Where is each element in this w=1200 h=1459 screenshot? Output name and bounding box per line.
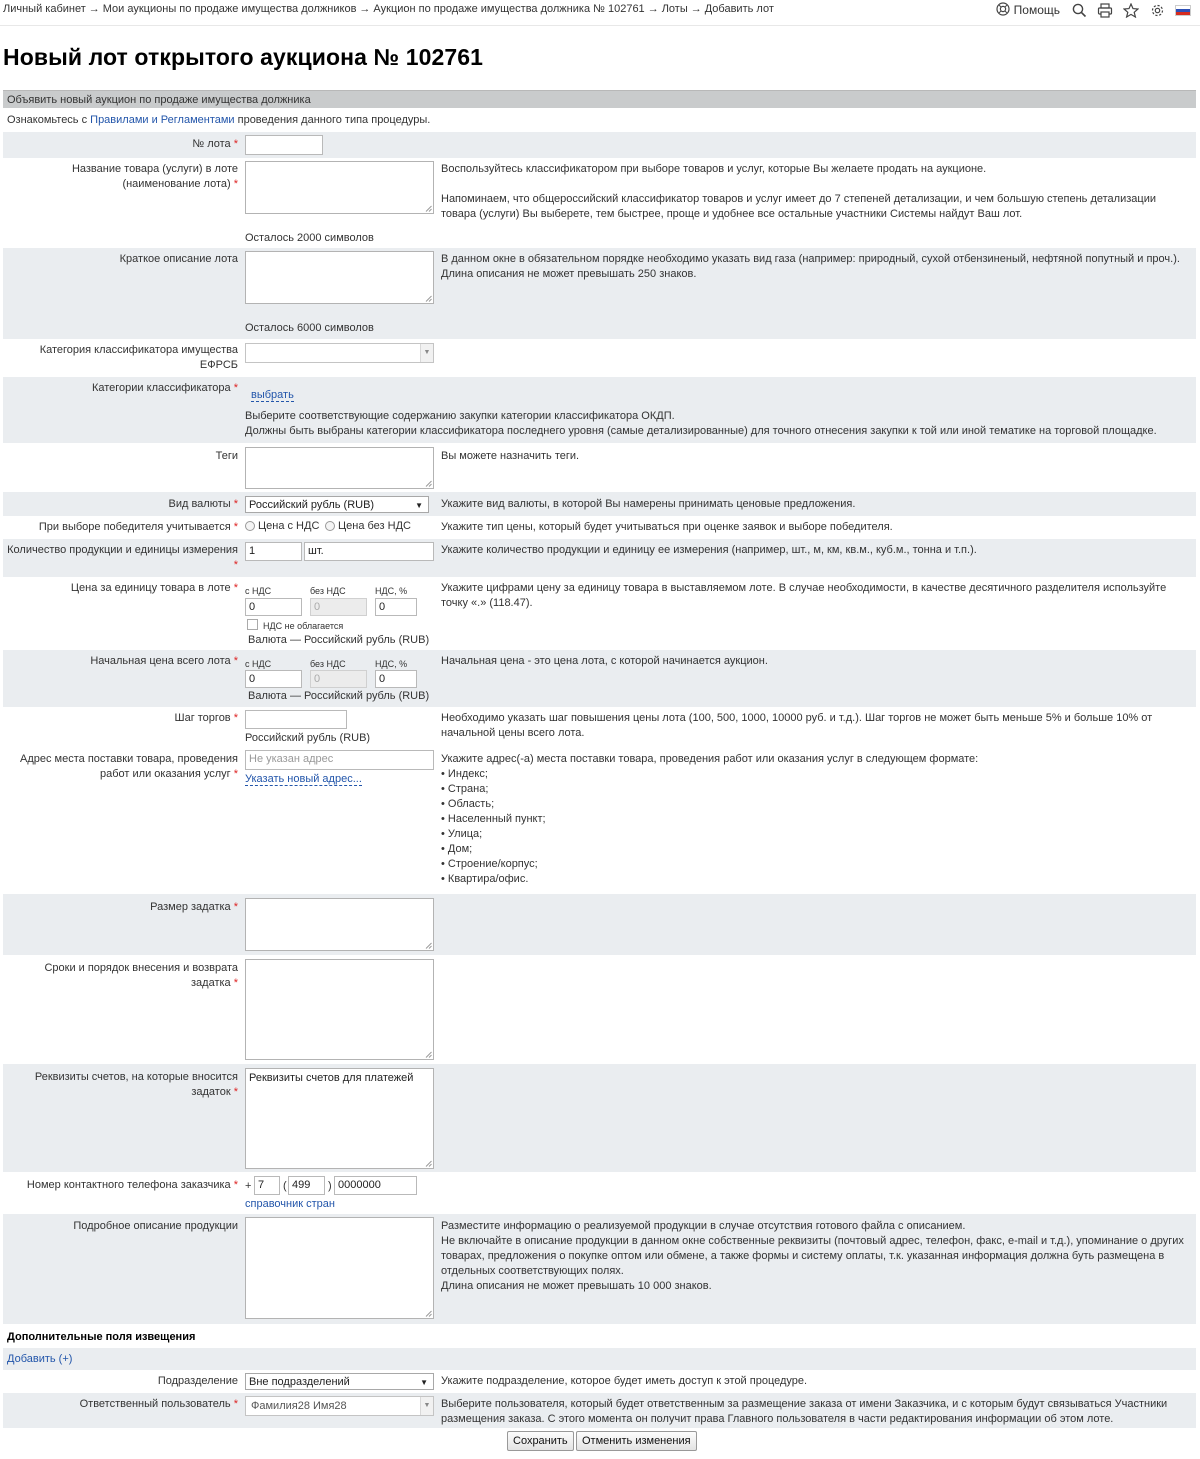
classifier-label-text: Категории классификатора — [91, 382, 231, 394]
unit-price-vat-pct-input[interactable]: 0 — [375, 598, 417, 616]
unit-price-hint: Укажите цифрами цену за единицу товара в выставляемом лоте. В случае необходимости, в качестве десятичного разделителя используйте точку «.» (118.47). — [441, 582, 1167, 609]
required-mark: * — [233, 768, 238, 780]
radio-price-without-vat[interactable] — [325, 520, 411, 532]
classifier-note-1: Выберите соответствующие содержанию закупки категории классификатора ОКДП. — [245, 410, 675, 422]
start-price-label-text: Начальная цена всего лота — [90, 655, 231, 667]
help-button[interactable] — [996, 2, 1060, 19]
unit-price-col-vat: с НДС — [245, 586, 272, 596]
row-currency — [3, 492, 1196, 516]
radio-with-vat-label: Цена с НДС — [258, 520, 320, 532]
deposit-accounts-value: Реквизиты счетов для платежей — [249, 1072, 414, 1084]
help-icon — [996, 2, 1010, 19]
lot-number-label-text: № лота — [192, 138, 231, 150]
unit-input[interactable]: шт. — [304, 542, 434, 561]
required-mark: * — [233, 559, 238, 571]
detailed-hint-1: Разместите информацию о реализуемой продукции в случае отсутствия готового файла с описанием. — [441, 1220, 966, 1232]
row-actions — [3, 1428, 1196, 1454]
deposit-terms-textarea[interactable] — [245, 959, 434, 1060]
winner-price-hint: Укажите тип цены, который будет учитываться при оценке заявок и выборе победителя. — [441, 521, 893, 533]
row-division — [3, 1370, 1196, 1393]
row-start-price — [3, 650, 1196, 707]
chevron-down-icon: ▼ — [420, 1378, 428, 1387]
detailed-textarea[interactable] — [245, 1217, 434, 1319]
row-step — [3, 707, 1196, 748]
print-icon[interactable] — [1092, 1, 1118, 19]
short-desc-hint: В данном окне в обязательном порядке необходимо указать вид газа (например: природный, сухой отбензиненый, нефтяной попутный и проч.). Длина описания не может превышать 250 знаков. — [441, 253, 1180, 280]
help-label: Помощь — [1013, 3, 1060, 17]
phone-label — [3, 1178, 238, 1193]
row-phone — [3, 1172, 1196, 1214]
unit-price-label-text: Цена за единицу товара в лоте — [70, 582, 231, 594]
currency-hint: Укажите вид валюты, в которой Вы намерены принимать ценовые предложения. — [441, 498, 856, 510]
section-header: Объявить новый аукцион по продаже имущества должника — [3, 90, 1196, 108]
rules-intro — [3, 108, 1196, 132]
phone-number-input[interactable]: 0000000 — [334, 1176, 417, 1195]
address-item: • Строение/корпус; — [441, 858, 538, 870]
start-price-hint: Начальная цена - это цена лота, с которой начинается аукцион. — [441, 655, 768, 667]
star-icon[interactable] — [1118, 1, 1144, 19]
deposit-accounts-label — [3, 1070, 238, 1100]
top-bar — [0, 0, 1200, 26]
chevron-down-icon: ▼ — [415, 501, 423, 510]
short-desc-label: Краткое описание лота — [119, 253, 238, 265]
row-extra-title — [3, 1324, 1196, 1348]
address-item: • Область; — [441, 798, 495, 810]
address-item: • Индекс; — [441, 768, 488, 780]
lot-number-input[interactable] — [245, 135, 323, 155]
short-desc-textarea[interactable] — [245, 251, 434, 304]
detailed-label: Подробное описание продукции — [73, 1220, 238, 1232]
detailed-hint — [441, 1219, 1193, 1294]
step-label — [3, 711, 238, 726]
new-address-link[interactable] — [245, 772, 362, 786]
division-label: Подразделение — [157, 1375, 238, 1387]
rules-intro-after: проведения данного типа процедуры. — [234, 114, 431, 126]
breadcrumb-lots[interactable]: Лоты — [661, 3, 688, 15]
deposit-terms-label — [3, 961, 238, 991]
lot-name-hint-2: Напоминаем, что общероссийский классификатор товаров и услуг имеет до 7 степеней детализации, и чем большую степень детализации товара (услуги) Вы выберете, тем быстрее, проще и удобнее все остальные участники Системы найдут Ваш лот. — [441, 193, 1156, 220]
start-price-without-vat-input: 0 — [310, 670, 367, 688]
breadcrumb-current: Добавить лот — [704, 3, 774, 15]
breadcrumb-separator: → — [359, 3, 371, 15]
responsible-select[interactable] — [245, 1396, 434, 1416]
lot-name-label-text: Название товара (услуги) в лоте (наименование лота) — [71, 163, 238, 190]
responsible-label-text: Ответственный пользователь — [79, 1398, 231, 1410]
division-select-value: Вне подразделений — [249, 1376, 350, 1388]
lot-number-label — [3, 137, 238, 152]
start-price-col-novat: без НДС — [310, 659, 346, 669]
row-lot-name — [3, 158, 1196, 248]
gear-icon[interactable] — [1144, 1, 1170, 19]
extra-add-link[interactable] — [7, 1352, 72, 1366]
breadcrumb — [3, 3, 774, 15]
responsible-select-value: Фамилия28 Имя28 — [251, 1400, 347, 1412]
currency-label — [3, 497, 238, 512]
address-item: • Населенный пункт; — [441, 813, 546, 825]
currency-select[interactable] — [245, 496, 429, 513]
row-short-desc — [3, 248, 1196, 339]
unit-price-label — [3, 581, 238, 596]
chevron-down-icon[interactable]: ▼ — [420, 1397, 433, 1415]
short-desc-remaining: Осталось 6000 символов — [245, 322, 374, 334]
row-deposit-size — [3, 894, 1196, 955]
address-input[interactable]: Не указан адрес — [245, 750, 434, 770]
unit-price-col-novat: без НДС — [310, 586, 346, 596]
required-mark: * — [233, 498, 238, 510]
unit-price-with-vat-input[interactable]: 0 — [245, 598, 302, 616]
step-label-text: Шаг торгов — [174, 712, 231, 724]
deposit-size-label-text: Размер задатка — [150, 901, 231, 913]
row-efrsb — [3, 339, 1196, 377]
deposit-terms-label-text: Сроки и порядок внесения и возврата задатка — [44, 962, 238, 989]
row-address — [3, 748, 1196, 894]
lot-name-remaining: Осталось 2000 символов — [245, 232, 374, 244]
page-title: Новый лот открытого аукциона № 102761 — [3, 44, 484, 70]
address-item: • Квартира/офис. — [441, 873, 529, 885]
lot-name-label — [3, 162, 238, 192]
required-mark: * — [233, 1086, 238, 1098]
division-select[interactable] — [245, 1373, 434, 1390]
rules-link[interactable]: Правилами и Регламентами — [90, 114, 235, 126]
row-tags — [3, 443, 1196, 492]
search-icon[interactable] — [1066, 1, 1092, 19]
phone-label-text: Номер контактного телефона заказчика — [26, 1179, 231, 1191]
step-input[interactable] — [245, 710, 347, 729]
breadcrumb-auction[interactable]: Аукцион по продаже имущества должника № 102761 — [373, 3, 645, 15]
new-address-link-text[interactable]: Указать новый адрес... — [245, 773, 362, 785]
lot-name-hint — [441, 162, 1193, 222]
required-mark: * — [233, 382, 238, 394]
start-price-currency-note: Валюта — Российский рубль (RUB) — [248, 690, 430, 702]
radio-circle[interactable] — [325, 521, 335, 531]
division-hint: Укажите подразделение, которое будет иметь доступ к этой процедуре. — [441, 1375, 808, 1387]
row-extra-add — [3, 1348, 1196, 1370]
row-deposit-terms — [3, 955, 1196, 1064]
detailed-hint-2: Не включайте в описание продукции в данном окне собственные реквизиты (почтовый адрес, телефон, факс, e-mail и т.д.), упоминание о других товарах, предложения о покупке оптом или обмене, а также формы и систему оплаты, т.к. указанная информация должна буть размещена в отдельных соответствующих полях. — [441, 1235, 1184, 1277]
quantity-label — [3, 543, 238, 573]
start-price-col-vat: с НДС — [245, 659, 272, 669]
unit-price-without-vat-input: 0 — [310, 598, 367, 616]
phone-open-paren: ( — [283, 1180, 287, 1192]
step-hint: Необходимо указать шаг повышения цены лота (100, 500, 1000, 10000 руб. и т.д.). Шаг торгов не может быть меньше 5% и больше 10% от начальной цены всего лота. — [441, 712, 1153, 739]
address-hint-intro: Укажите адрес(-а) места поставки товара, проведения работ или оказания услуг в следующем формате: — [441, 753, 979, 765]
responsible-hint: Выберите пользователя, который будет ответственным за размещение заказа от имени Заказчика, и с которым будут связываться Участники размещения заказа. С этого момента он получит права Главного пользователя в части редактирования информации об этом лоте. — [441, 1398, 1168, 1425]
chevron-down-icon[interactable]: ▼ — [420, 344, 433, 362]
address-item: • Дом; — [441, 843, 473, 855]
detailed-hint-3: Длина описания не может превышать 10 000 знаков. — [441, 1280, 712, 1292]
deposit-size-label — [3, 900, 238, 915]
lot-name-hint-1: Воспользуйтесь классификатором при выборе товаров и услуг, которые Вы желаете продать на аукционе. — [441, 163, 987, 175]
classifier-choose-link[interactable] — [251, 388, 294, 402]
winner-price-label-text: При выборе победителя учитывается — [38, 521, 231, 533]
lot-name-textarea[interactable] — [245, 161, 434, 214]
radio-price-with-vat[interactable] — [245, 520, 319, 532]
required-mark: * — [233, 138, 238, 150]
breadcrumb-separator: → — [647, 3, 659, 15]
extra-fields-title: Дополнительные поля извещения — [7, 1331, 196, 1343]
phone-country-input[interactable]: 7 — [254, 1176, 280, 1195]
no-vat-checkbox[interactable] — [247, 619, 258, 630]
save-button[interactable]: Сохранить — [507, 1431, 574, 1451]
address-item: • Улица; — [441, 828, 483, 840]
step-currency: Российский рубль (RUB) — [245, 732, 371, 744]
row-winner-price — [3, 516, 1196, 539]
responsible-label — [3, 1397, 238, 1412]
phone-code-input[interactable]: 499 — [288, 1176, 325, 1195]
address-label-text: Адрес места поставки товара, проведения работ или оказания услуг — [20, 753, 238, 780]
row-responsible — [3, 1393, 1196, 1428]
required-mark: * — [233, 582, 238, 594]
radio-without-vat-label: Цена без НДС — [338, 520, 411, 532]
required-mark: * — [233, 712, 238, 724]
radio-circle[interactable] — [245, 521, 255, 531]
extra-add-link-text[interactable]: Добавить (+) — [7, 1353, 73, 1365]
deposit-accounts-textarea[interactable] — [245, 1068, 434, 1169]
no-vat-label: НДС не облагается — [263, 621, 344, 631]
breadcrumb-my-auctions[interactable]: Мои аукционы по продаже имущества должников — [102, 3, 357, 15]
quantity-label-text: Количество продукции и единицы измерения — [7, 544, 238, 556]
tags-label: Теги — [215, 450, 238, 462]
quantity-input[interactable]: 1 — [245, 542, 302, 561]
breadcrumb-separator: → — [88, 3, 100, 15]
quantity-hint: Укажите количество продукции и единицу ее измерения (например, шт., м, км, кв.м., куб.м., тонна и т.п.). — [441, 544, 977, 556]
address-hint — [441, 752, 1193, 887]
currency-label-text: Вид валюты — [168, 498, 231, 510]
classifier-note-2: Должны быть выбраны категории классификатора последнего уровня (самые детализированные) для точного отнесения закупки к той или иной тематике на торговой площадке. — [245, 425, 1157, 437]
unit-price-currency-note: Валюта — Российский рубль (RUB) — [248, 634, 430, 646]
row-deposit-accounts — [3, 1064, 1196, 1172]
required-mark: * — [233, 178, 238, 190]
unit-price-col-vatpct: НДС, % — [375, 586, 408, 596]
start-price-label — [3, 654, 238, 669]
classifier-choose-text[interactable]: выбрать — [251, 389, 294, 401]
russian-flag-icon[interactable] — [1170, 1, 1196, 19]
start-price-vat-pct-input[interactable]: 0 — [375, 670, 417, 688]
classifier-label — [3, 381, 238, 396]
rules-intro-before: Ознакомьтесь с — [7, 114, 91, 126]
efrsb-select[interactable] — [245, 343, 434, 363]
start-price-col-vatpct: НДС, % — [375, 659, 408, 669]
deposit-size-textarea[interactable] — [245, 898, 434, 951]
phone-close-paren: ) — [328, 1180, 332, 1192]
countries-link-text[interactable]: справочник стран — [245, 1198, 335, 1210]
required-mark: * — [233, 1398, 238, 1410]
required-mark: * — [233, 655, 238, 667]
required-mark: * — [233, 977, 238, 989]
tags-textarea[interactable] — [245, 447, 434, 489]
required-mark: * — [233, 521, 238, 533]
row-classifier — [3, 377, 1196, 443]
cancel-changes-button[interactable]: Отменить изменения — [576, 1431, 697, 1451]
phone-plus: + — [245, 1180, 252, 1192]
row-unit-price — [3, 577, 1196, 650]
tags-hint: Вы можете назначить теги. — [441, 450, 580, 462]
toolbar-icons — [996, 1, 1196, 19]
breadcrumb-cabinet[interactable]: Личный кабинет — [3, 3, 86, 15]
efrsb-label: Категория классификатора имущества ЕФРСБ — [39, 344, 238, 371]
address-label — [3, 752, 238, 782]
row-detailed — [3, 1214, 1196, 1324]
breadcrumb-separator: → — [690, 3, 702, 15]
start-price-with-vat-input[interactable]: 0 — [245, 670, 302, 688]
lot-form — [3, 90, 1196, 1454]
row-lot-number — [3, 132, 1196, 158]
deposit-accounts-label-text: Реквизиты счетов, на которые вносится задаток — [34, 1071, 238, 1098]
required-mark: * — [233, 1179, 238, 1191]
countries-link[interactable] — [245, 1197, 335, 1211]
row-quantity — [3, 539, 1196, 577]
winner-price-label — [3, 520, 238, 535]
address-item: • Страна; — [441, 783, 489, 795]
required-mark: * — [233, 901, 238, 913]
currency-select-value: Российский рубль (RUB) — [249, 499, 375, 511]
